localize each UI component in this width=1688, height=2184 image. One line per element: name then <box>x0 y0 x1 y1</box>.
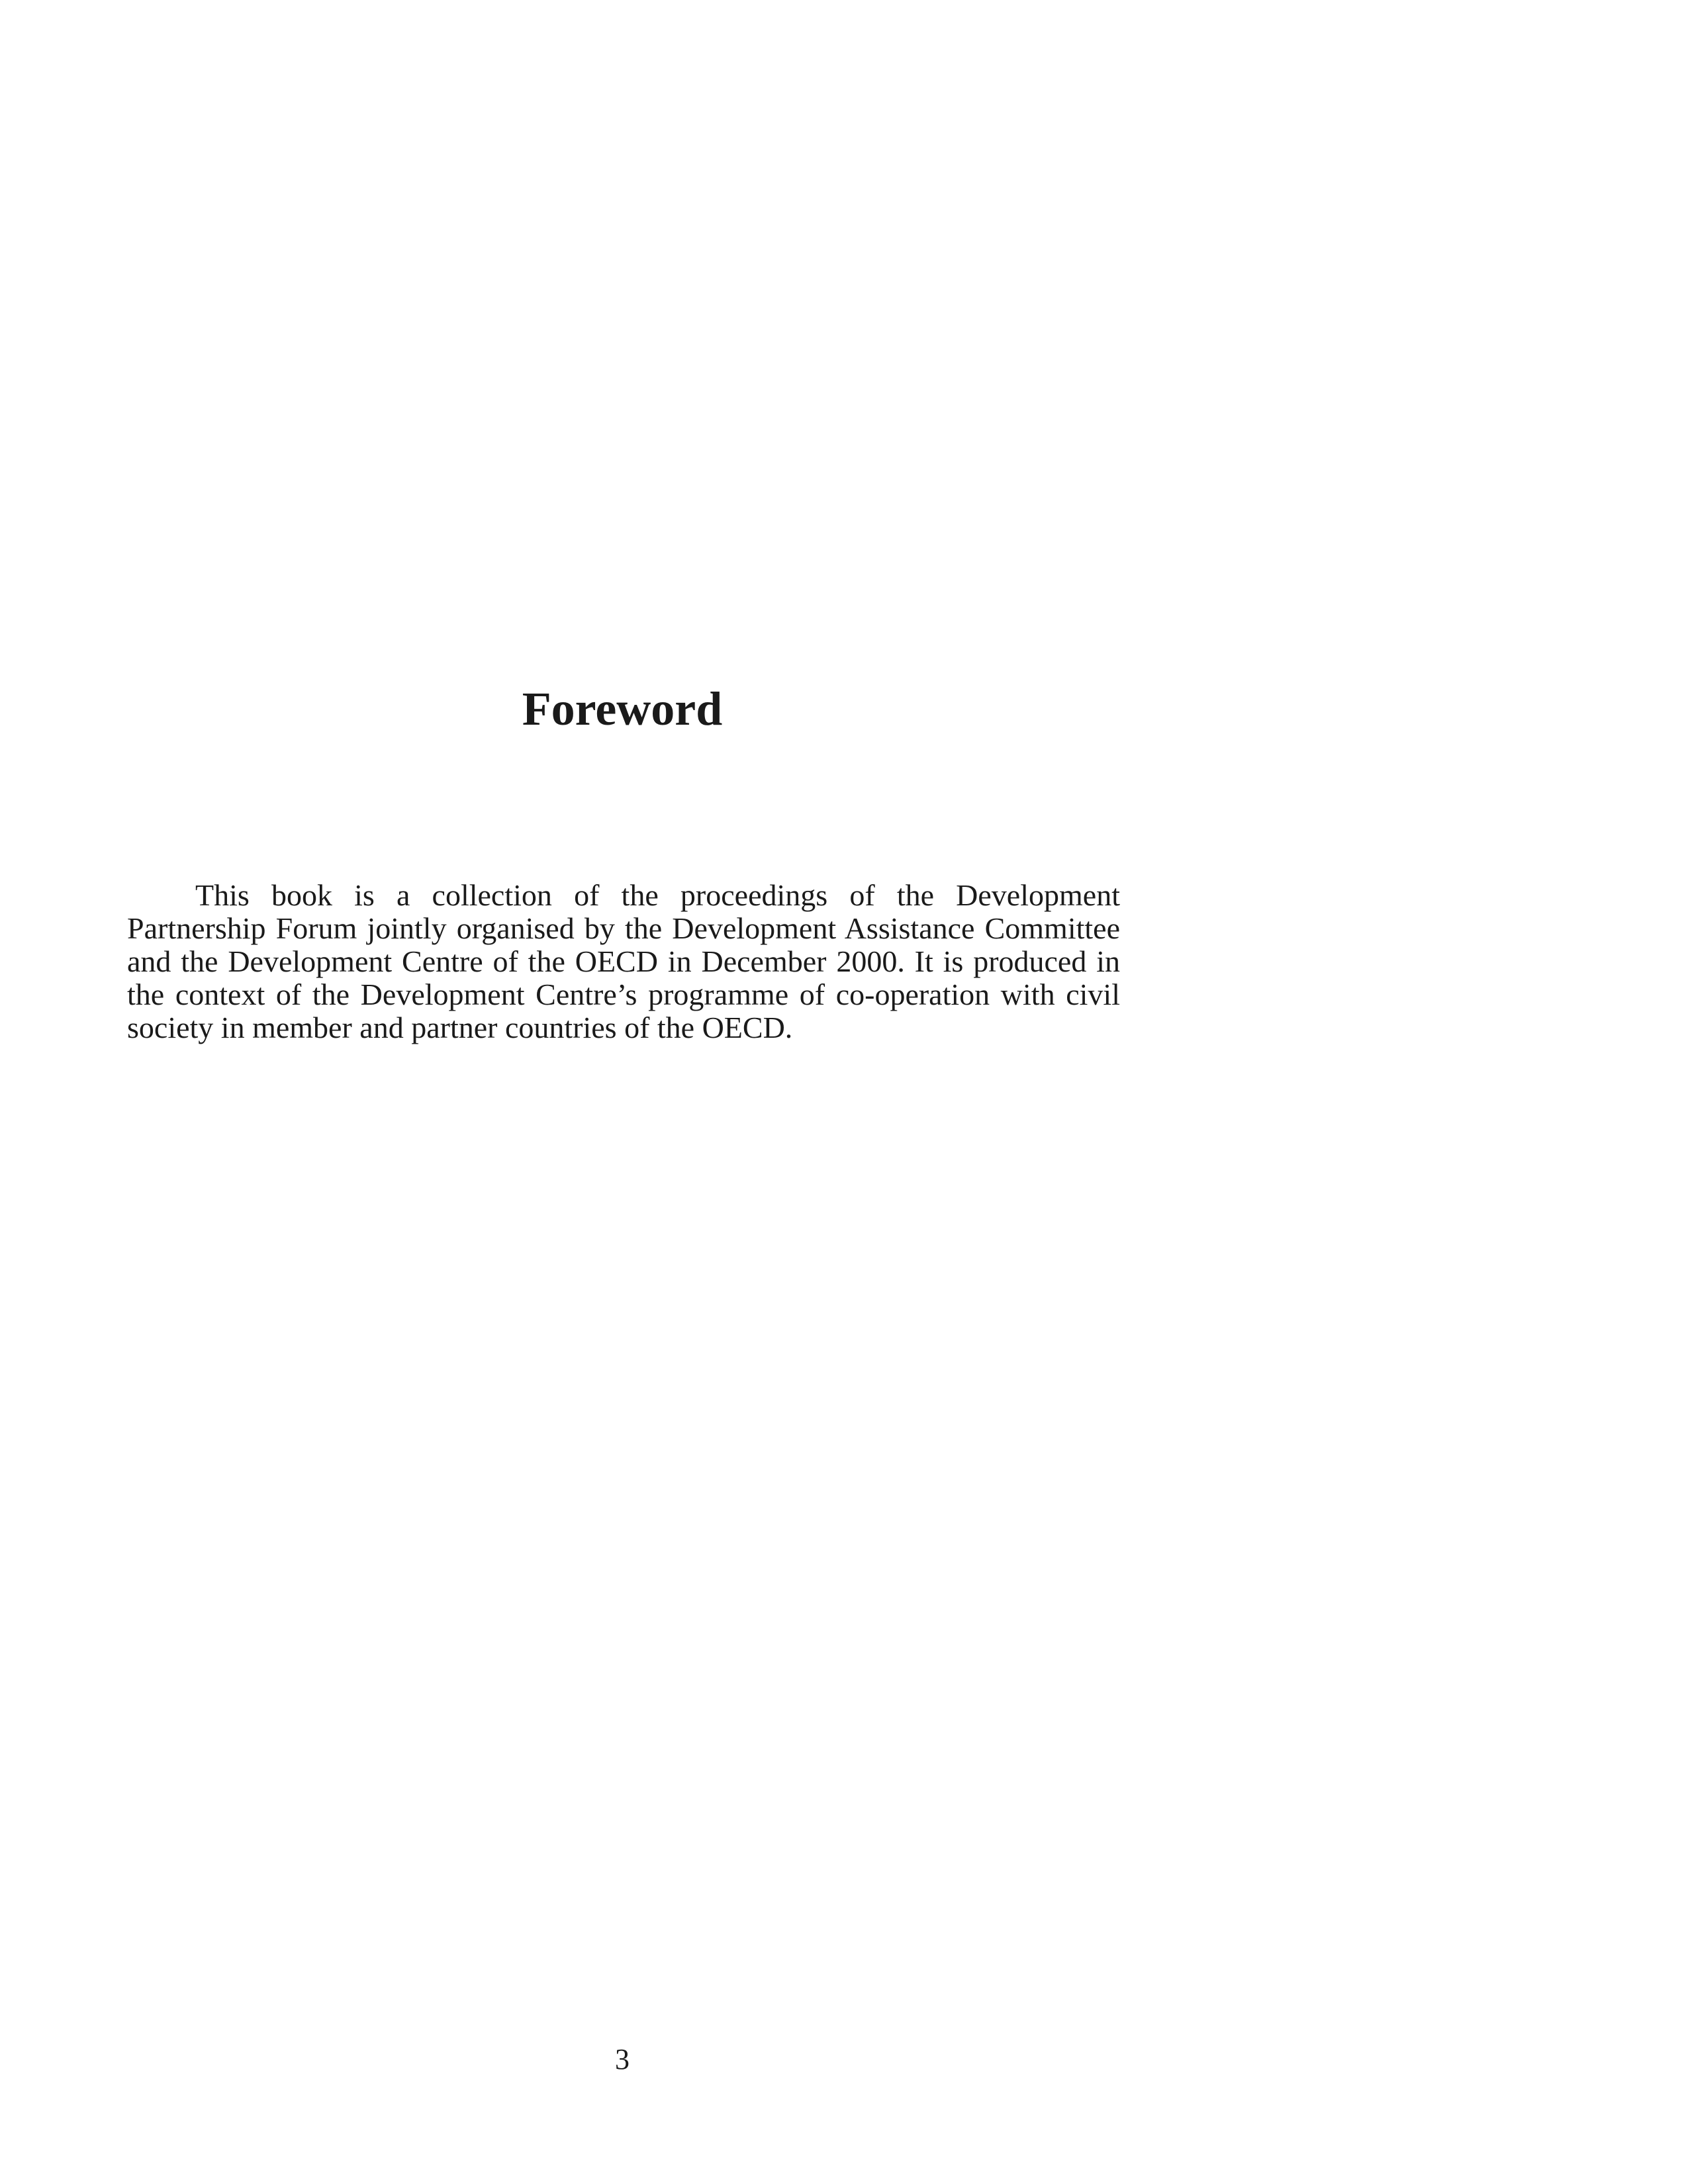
foreword-paragraph: This book is a collection of the proceedings of the Development Partnership Forum jointly organised by the Development Assistance Committee and the Development Centre of the OECD in December 2000. It is produced in the context of the Development Centre’s programme of co-operation with civil society in member and partner countries of the OECD. <box>127 878 1120 1044</box>
page-number: 3 <box>615 2043 630 2075</box>
page-title: Foreword <box>522 682 723 735</box>
